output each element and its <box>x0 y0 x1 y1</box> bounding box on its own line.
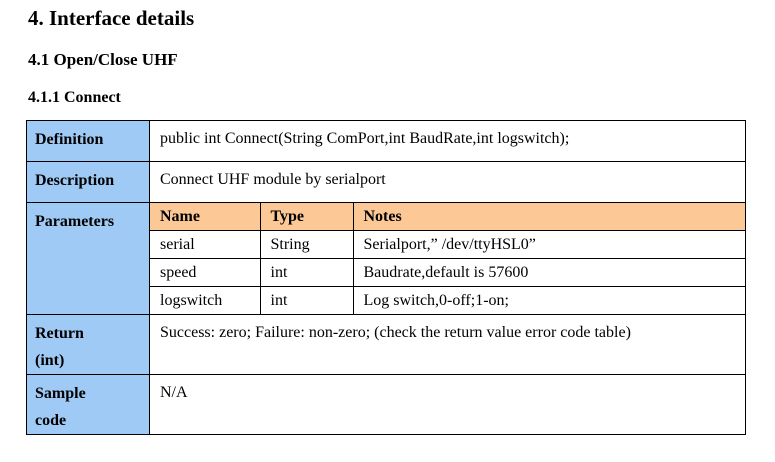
sample-value: N/A <box>150 375 746 435</box>
return-label-line1: Return <box>35 325 84 342</box>
parameter-row <box>150 259 745 287</box>
description-label: Description <box>27 162 150 203</box>
column-header-type: Type <box>260 203 353 231</box>
column-header-notes: Notes <box>353 203 745 231</box>
description-value: Connect UHF module by serialport <box>150 162 746 203</box>
interface-spec-table <box>26 120 746 435</box>
description-row <box>27 162 746 203</box>
return-row <box>27 315 746 375</box>
parameter-type: int <box>260 259 353 287</box>
return-value: Success: zero; Failure: non-zero; (check the return value error code table) <box>150 315 746 375</box>
parameters-table <box>150 203 745 314</box>
definition-label: Definition <box>27 121 150 162</box>
definition-row <box>27 121 746 162</box>
parameters-header-row <box>150 203 745 231</box>
column-header-name: Name <box>150 203 260 231</box>
return-label <box>27 315 150 375</box>
parameter-notes: Baudrate,default is 57600 <box>353 259 745 287</box>
parameter-name: speed <box>150 259 260 287</box>
subsubsection-heading: 4.1.1 Connect <box>28 89 121 106</box>
parameter-name: logswitch <box>150 287 260 315</box>
parameters-cell <box>150 203 746 315</box>
sample-row <box>27 375 746 435</box>
return-label-line2: (int) <box>35 352 65 369</box>
parameter-type: String <box>260 231 353 259</box>
sample-label-line2: code <box>35 412 67 429</box>
sample-label-line1: Sample <box>35 385 86 402</box>
parameters-label: Parameters <box>27 203 150 315</box>
parameter-type: int <box>260 287 353 315</box>
parameter-notes: Serialport,” /dev/ttyHSL0” <box>353 231 745 259</box>
parameter-row <box>150 231 745 259</box>
parameter-row <box>150 287 745 315</box>
sample-label <box>27 375 150 435</box>
definition-value: public int Connect(String ComPort,int BaudRate,int logswitch); <box>150 121 746 162</box>
parameters-row <box>27 203 746 315</box>
parameter-notes: Log switch,0-off;1-on; <box>353 287 745 315</box>
subsection-heading: 4.1 Open/Close UHF <box>28 50 178 69</box>
section-heading: 4. Interface details <box>28 6 195 30</box>
parameter-name: serial <box>150 231 260 259</box>
